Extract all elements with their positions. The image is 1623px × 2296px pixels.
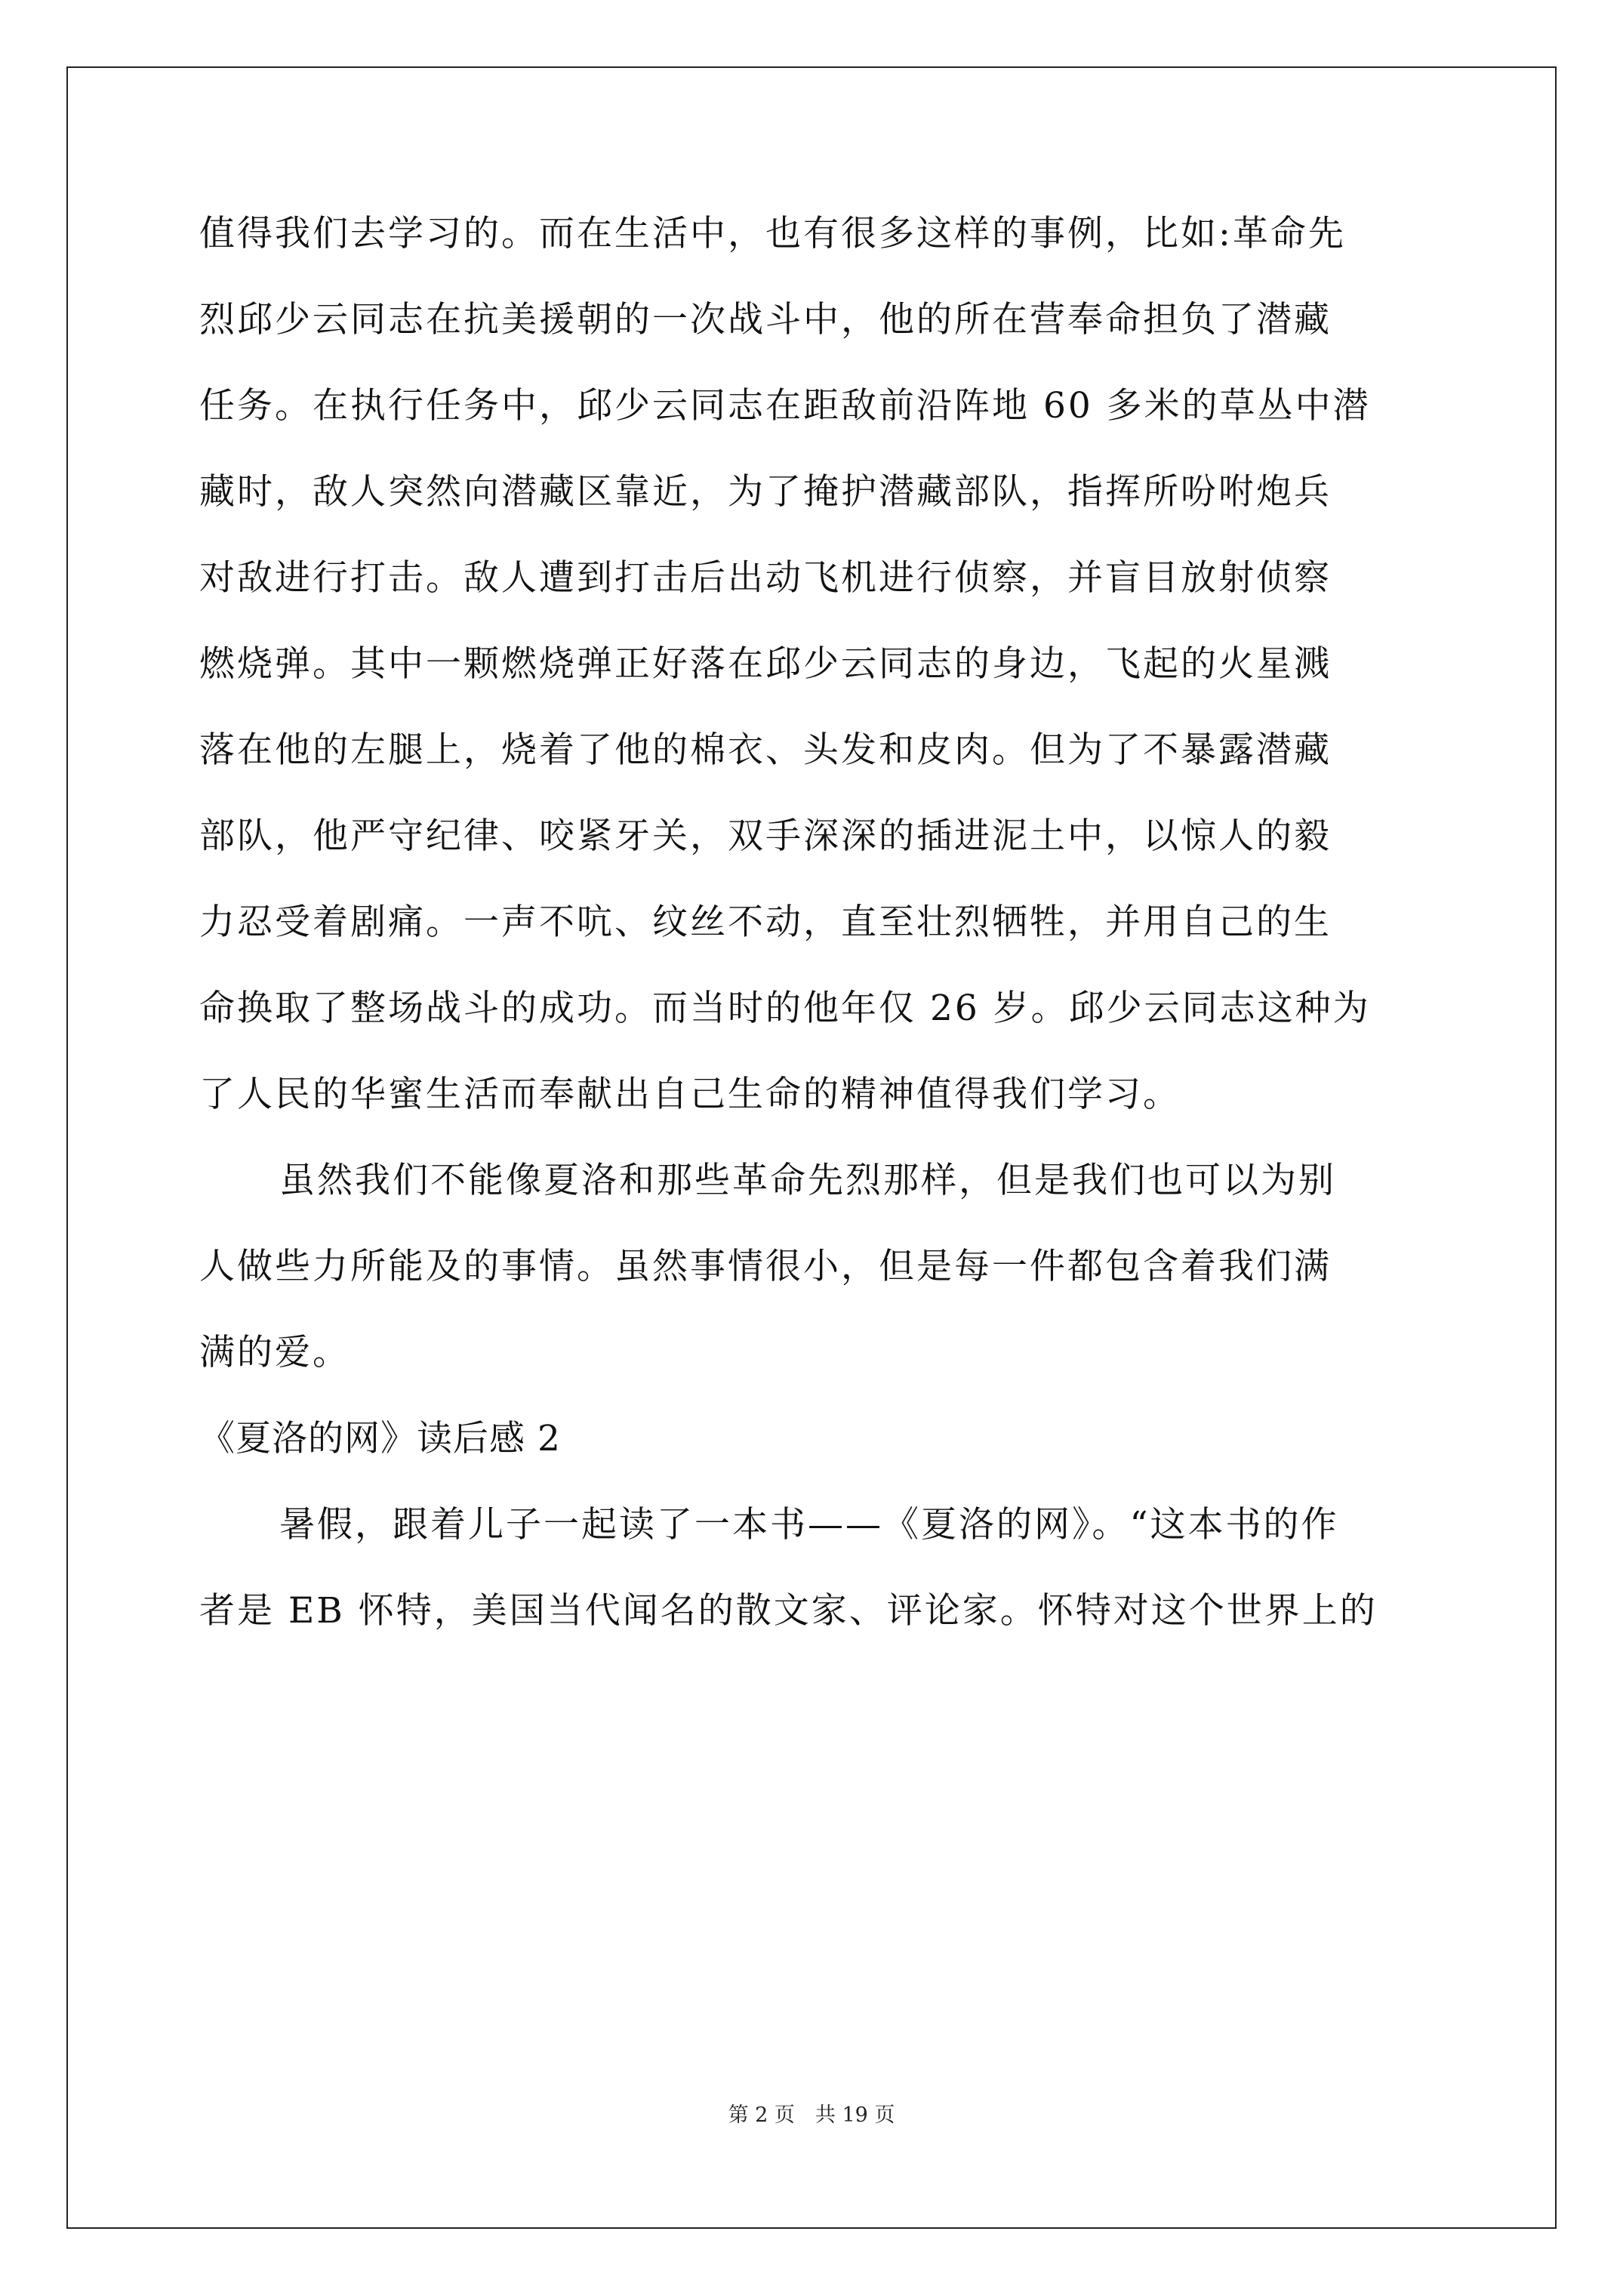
- body-line: 力忍受着剧痛。一声不吭、纹丝不动，直至壮烈牺牲，并用自己的生: [199, 901, 1332, 943]
- page-number-footer: 第 2 页 共 19 页: [728, 2103, 895, 2127]
- body-line: 对敌进行打击。敌人遭到打击后出动飞机进行侦察，并盲目放射侦察: [199, 557, 1332, 599]
- paragraph-first-line: 暑假，跟着儿子一起读了一本书——《夏洛的网》。“这本书的作: [279, 1504, 1339, 1546]
- body-line: 部队，他严守纪律、咬紧牙关，双手深深的插进泥土中，以惊人的毅: [199, 815, 1332, 857]
- body-line: 落在他的左腿上，烧着了他的棉衣、头发和皮肉。但为了不暴露潜藏: [199, 729, 1332, 771]
- paragraph-first-line: 虽然我们不能像夏洛和那些革命先烈那样，但是我们也可以为别: [279, 1160, 1336, 1201]
- body-line: 人做些力所能及的事情。虽然事情很小，但是每一件都包含着我们满: [199, 1246, 1332, 1287]
- section-heading: 《夏洛的网》读后感 2: [199, 1418, 561, 1459]
- body-line: 藏时，敌人突然向潜藏区靠近，为了掩护潜藏部队，指挥所吩咐炮兵: [199, 471, 1332, 513]
- body-line: 满的爱。: [199, 1332, 350, 1373]
- body-line: 值得我们去学习的。而在生活中，也有很多这样的事例，比如:革命先: [199, 213, 1346, 254]
- body-line: 命换取了整场战斗的成功。而当时的他年仅 26 岁。邱少云同志这种为: [199, 988, 1371, 1029]
- body-line: 者是 EB 怀特，美国当代闻名的散文家、评论家。怀特对这个世界上的: [199, 1590, 1378, 1632]
- body-line: 了人民的华蜜生活而奉献出自己生命的精神值得我们学习。: [199, 1074, 1181, 1115]
- body-line: 燃烧弹。其中一颗燃烧弹正好落在邱少云同志的身边，飞起的火星溅: [199, 643, 1332, 685]
- body-line: 任务。在执行任务中，邱少云同志在距敌前沿阵地 60 多米的草丛中潜: [199, 385, 1371, 427]
- body-line: 烈邱少云同志在抗美援朝的一次战斗中，他的所在营奉命担负了潜藏: [199, 299, 1332, 341]
